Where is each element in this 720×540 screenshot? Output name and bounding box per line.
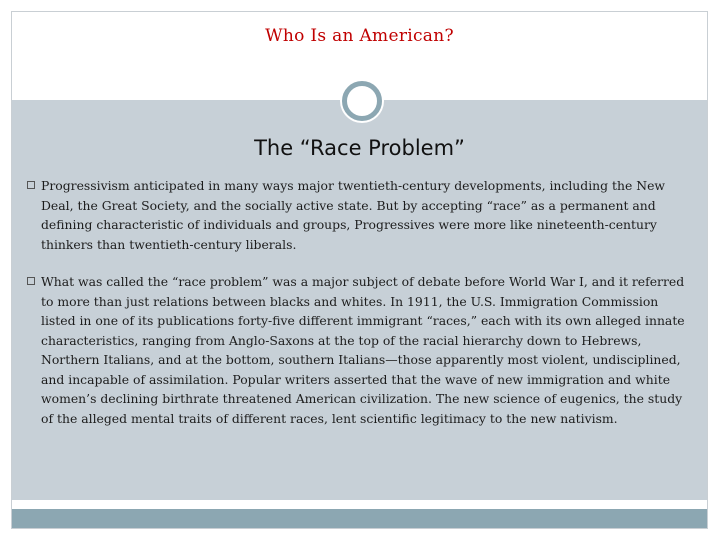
ring-ornament-icon bbox=[342, 81, 382, 121]
slide bbox=[11, 11, 708, 529]
footer-bar bbox=[12, 509, 707, 528]
bullet-text: Progressivism anticipated in many ways major twentieth-century developments, including the New Deal, the Great Society, and the socially active state. But by accepting “race” as a permanent and defining characteristic of individuals and groups, Progressives were more like nineteenth-century thinkers than twentieth-century liberals. bbox=[41, 178, 666, 252]
section-title: Who Is an American? bbox=[265, 26, 454, 46]
square-bullet-icon bbox=[27, 277, 35, 285]
bullet-item bbox=[12, 272, 707, 428]
bullet-list bbox=[12, 176, 707, 446]
square-bullet-icon bbox=[27, 181, 35, 189]
slide-title: The “Race Problem” bbox=[254, 136, 465, 160]
bullet-item bbox=[12, 176, 707, 254]
bullet-text: What was called the “race problem” was a major subject of debate before World War I, and it referred to more than just relations between blacks and whites. In 1911, the U.S. Immigration Commission listed in one of its publications forty-five different immigrant “races,” each with its own alleged innate characteristics, ranging from Anglo-Saxons at the top of the racial hierarchy down to Hebrews, Northern Italians, and at the bottom, southern Italians—those apparently most violent, undisciplined, and incapable of assimilation. Popular writers asserted that the wave of new immigration and white women’s declining birthrate threatened American civilization. The new science of eugenics, the study of the alleged mental traits of different races, lent scientific legitimacy to the new nativism. bbox=[41, 274, 685, 426]
